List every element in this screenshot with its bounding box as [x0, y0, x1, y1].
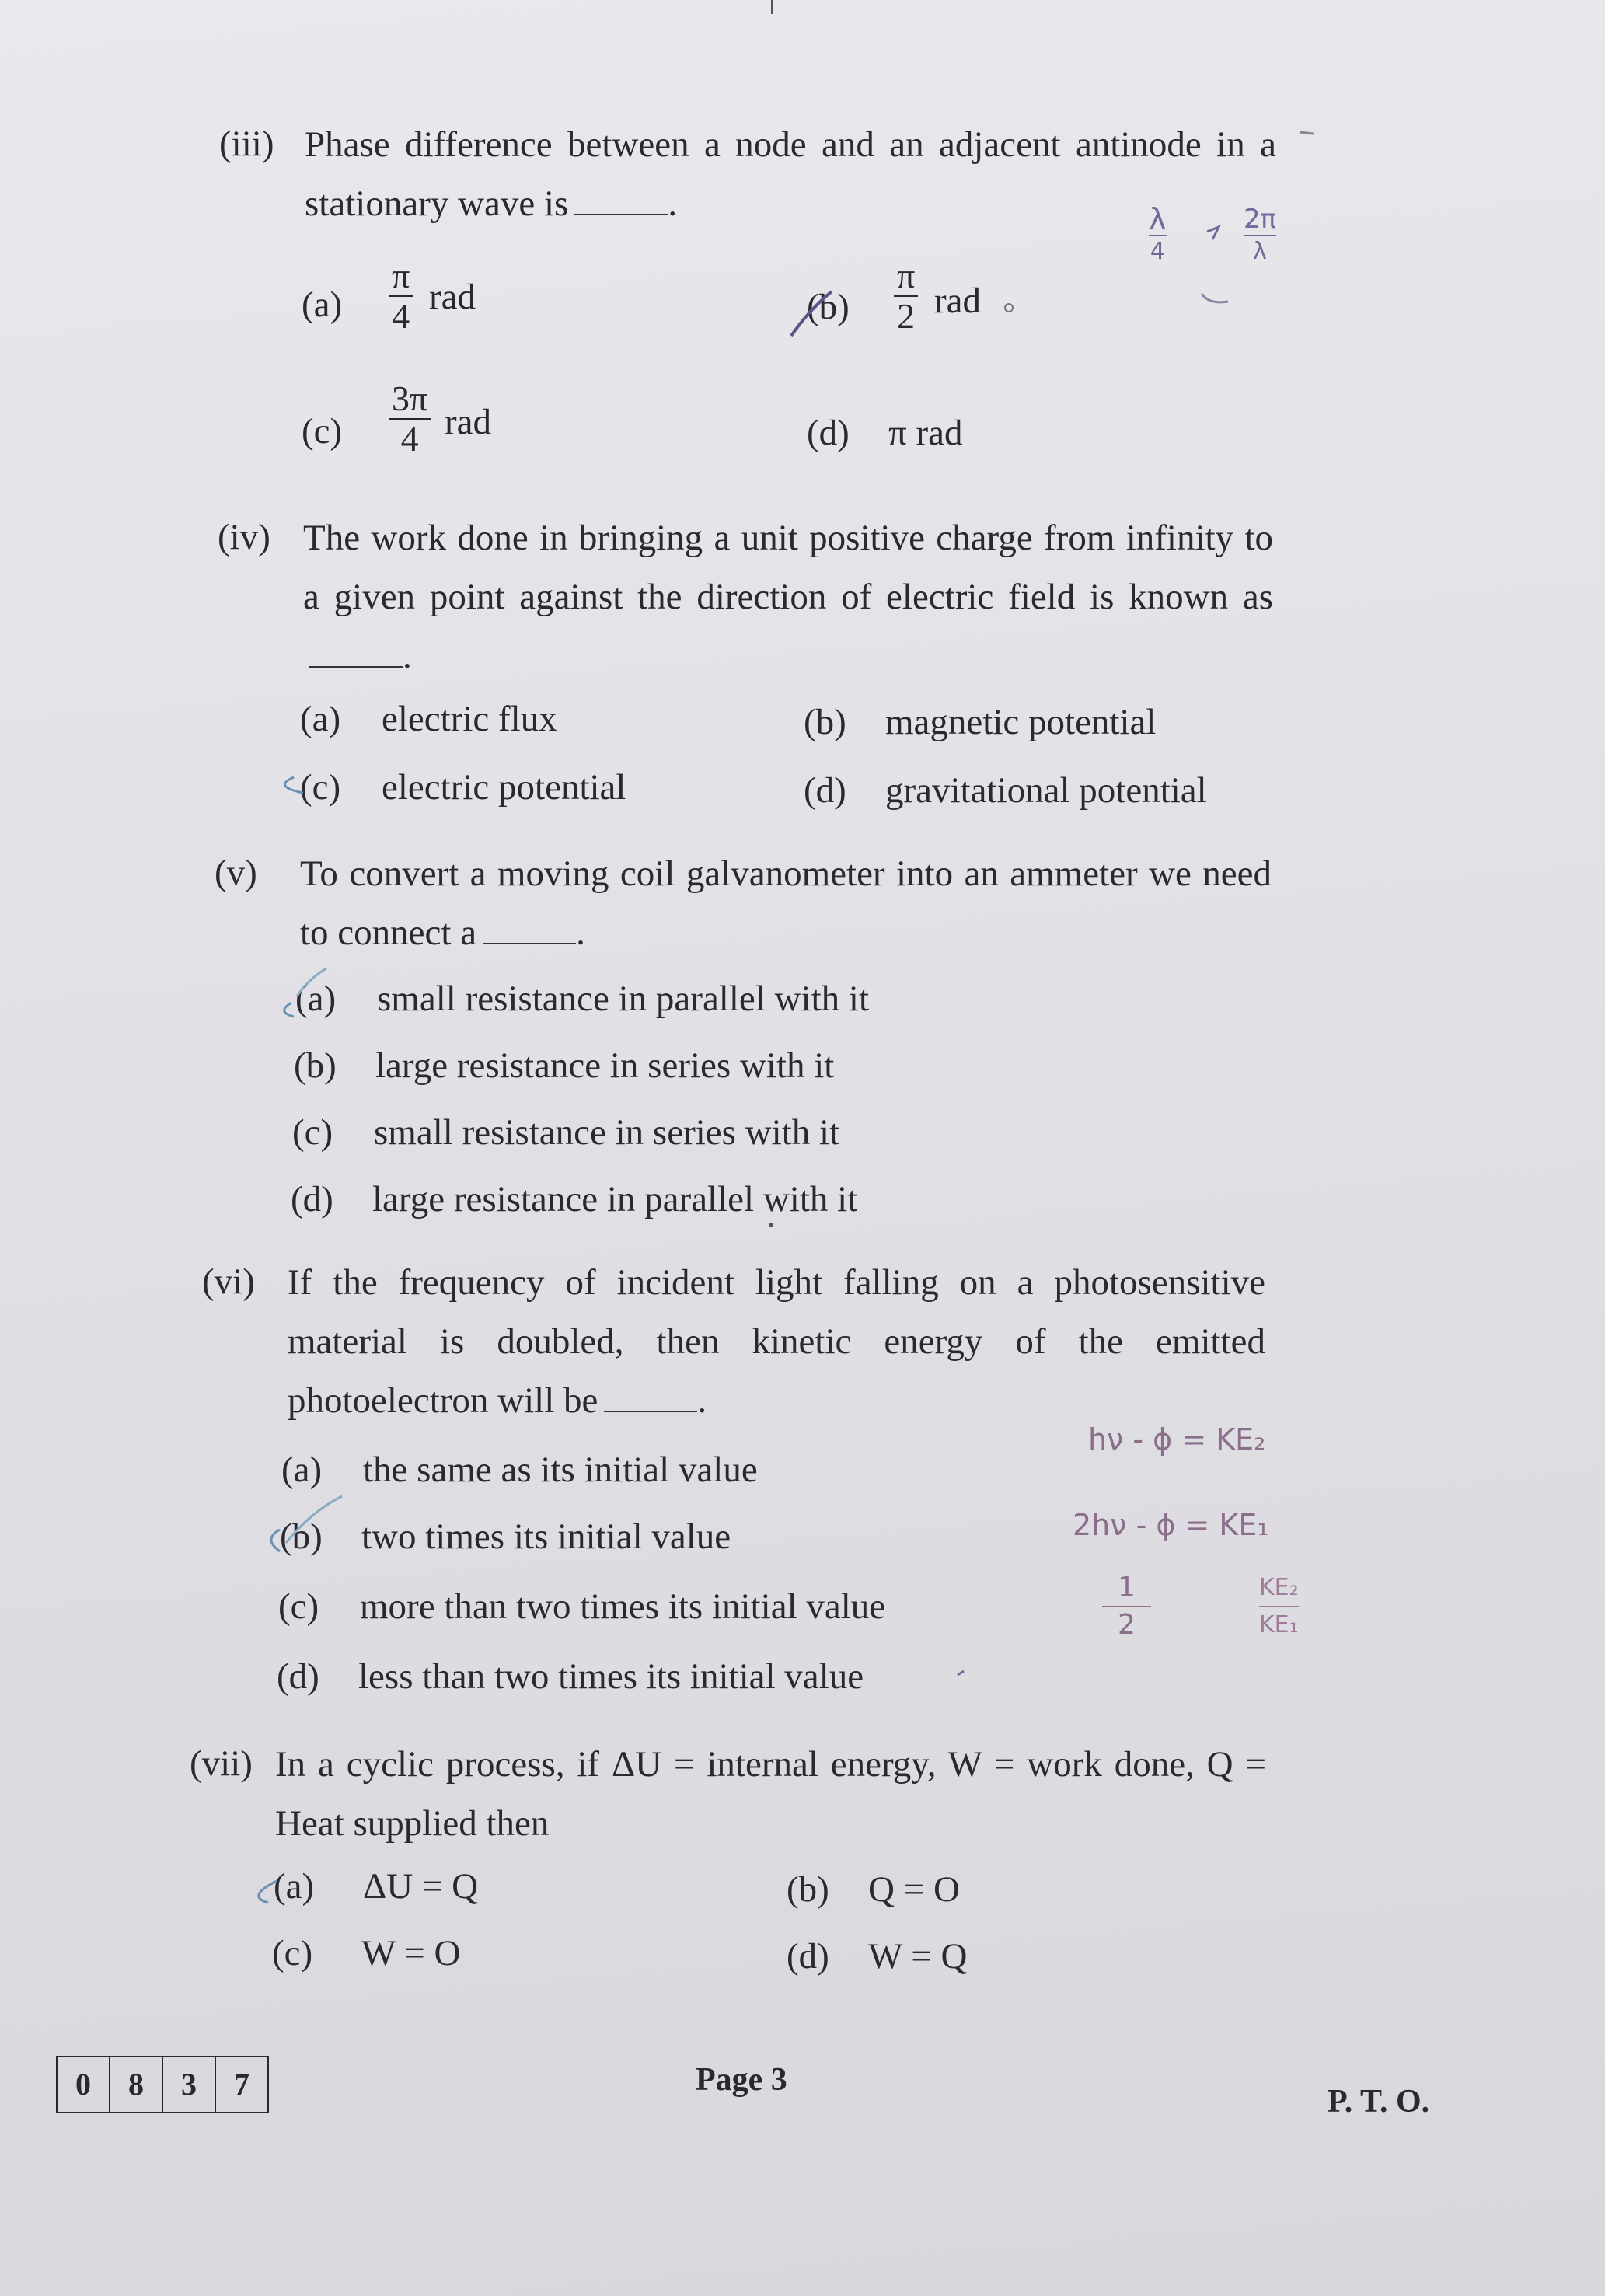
page-number: Page 3 — [696, 2062, 787, 2098]
handwritten-equation: 2hν - ϕ = KE₁ — [1073, 1508, 1269, 1542]
option-label: (b) — [807, 287, 850, 327]
handwritten-fraction: 1 2 — [1102, 1570, 1151, 1643]
option-item: (d) large resistance in parallel with it — [291, 1179, 858, 1220]
handwritten-fraction: λ 4 — [1149, 204, 1167, 267]
code-digit: 3 — [163, 2057, 216, 2112]
fraction: $\frac{\pi}{2}$ — [894, 256, 918, 336]
option-item: (a) ΔU = Q — [274, 1866, 479, 1907]
unit-text: rad — [429, 277, 476, 317]
code-digit: 8 — [110, 2057, 163, 2112]
question-stem: If the frequency of incident light falling on a photosensitive material is doubled, then kinetic energy of the emitted photoelectron will be . — [288, 1262, 1265, 1421]
option-item: (b) magnetic potential — [804, 702, 1157, 742]
option-item: (d) gravitational potential — [804, 770, 1207, 811]
option-item: (d) π rad — [807, 413, 963, 453]
fraction: $\frac{3\pi}{4}$ — [389, 379, 431, 459]
question-number: (vii) — [190, 1743, 253, 1784]
pto-label: P. T. O. — [1328, 2084, 1430, 2120]
question-stem: The work done in bringing a unit positive charge from infinity to a given point against the direction of electric field is known as. — [303, 518, 1273, 676]
question-number: (iii) — [219, 124, 274, 164]
option-item: (c) W = O — [272, 1933, 461, 1973]
unit-text: rad — [445, 402, 492, 442]
option-label: (c) — [302, 411, 343, 452]
question-number: (v) — [215, 853, 257, 893]
option-item: (a) electric flux — [300, 699, 557, 739]
option-item: (c) more than two times its initial value — [278, 1586, 886, 1627]
question-stem: In a cyclic process, if ΔU = internal energy, W = work done, Q = Heat supplied then — [275, 1744, 1266, 1844]
question-number: (iv) — [218, 517, 270, 557]
option-item: (a) small resistance in parallel with it — [295, 979, 870, 1019]
option-label: (a) — [302, 284, 343, 325]
code-digit: 0 — [58, 2057, 110, 2112]
option-item: (c) electric potential — [300, 767, 626, 808]
option-item: (b) large resistance in series with it — [294, 1045, 835, 1086]
option-item: (d) W = Q — [787, 1936, 968, 1977]
option-item: (c) small resistance in series with it — [292, 1112, 840, 1153]
question-number: (vi) — [202, 1261, 255, 1302]
handwritten-fraction: KE₂ KE₁ — [1259, 1570, 1299, 1643]
option-item: (d) less than two times its initial value — [277, 1656, 864, 1697]
option-item: (b) Q = O — [787, 1869, 960, 1910]
code-digit: 7 — [234, 2067, 249, 2102]
handwritten-equation: hν - ϕ = KE₂ — [1088, 1422, 1266, 1457]
fraction: $\frac{\pi}{4}$ — [389, 256, 413, 336]
option-item: (a) the same as its initial value — [281, 1450, 758, 1490]
question-stem: Phase difference between a node and an adjacent antinode in a stationary wave is . — [305, 124, 1276, 224]
handwritten-fraction: 2π λ — [1244, 204, 1276, 267]
unit-text: rad — [934, 281, 982, 321]
option-item: (b) two times its initial value — [280, 1516, 731, 1557]
question-stem: To convert a moving coil galvanometer into an ammeter we need to connect a . — [300, 853, 1272, 953]
